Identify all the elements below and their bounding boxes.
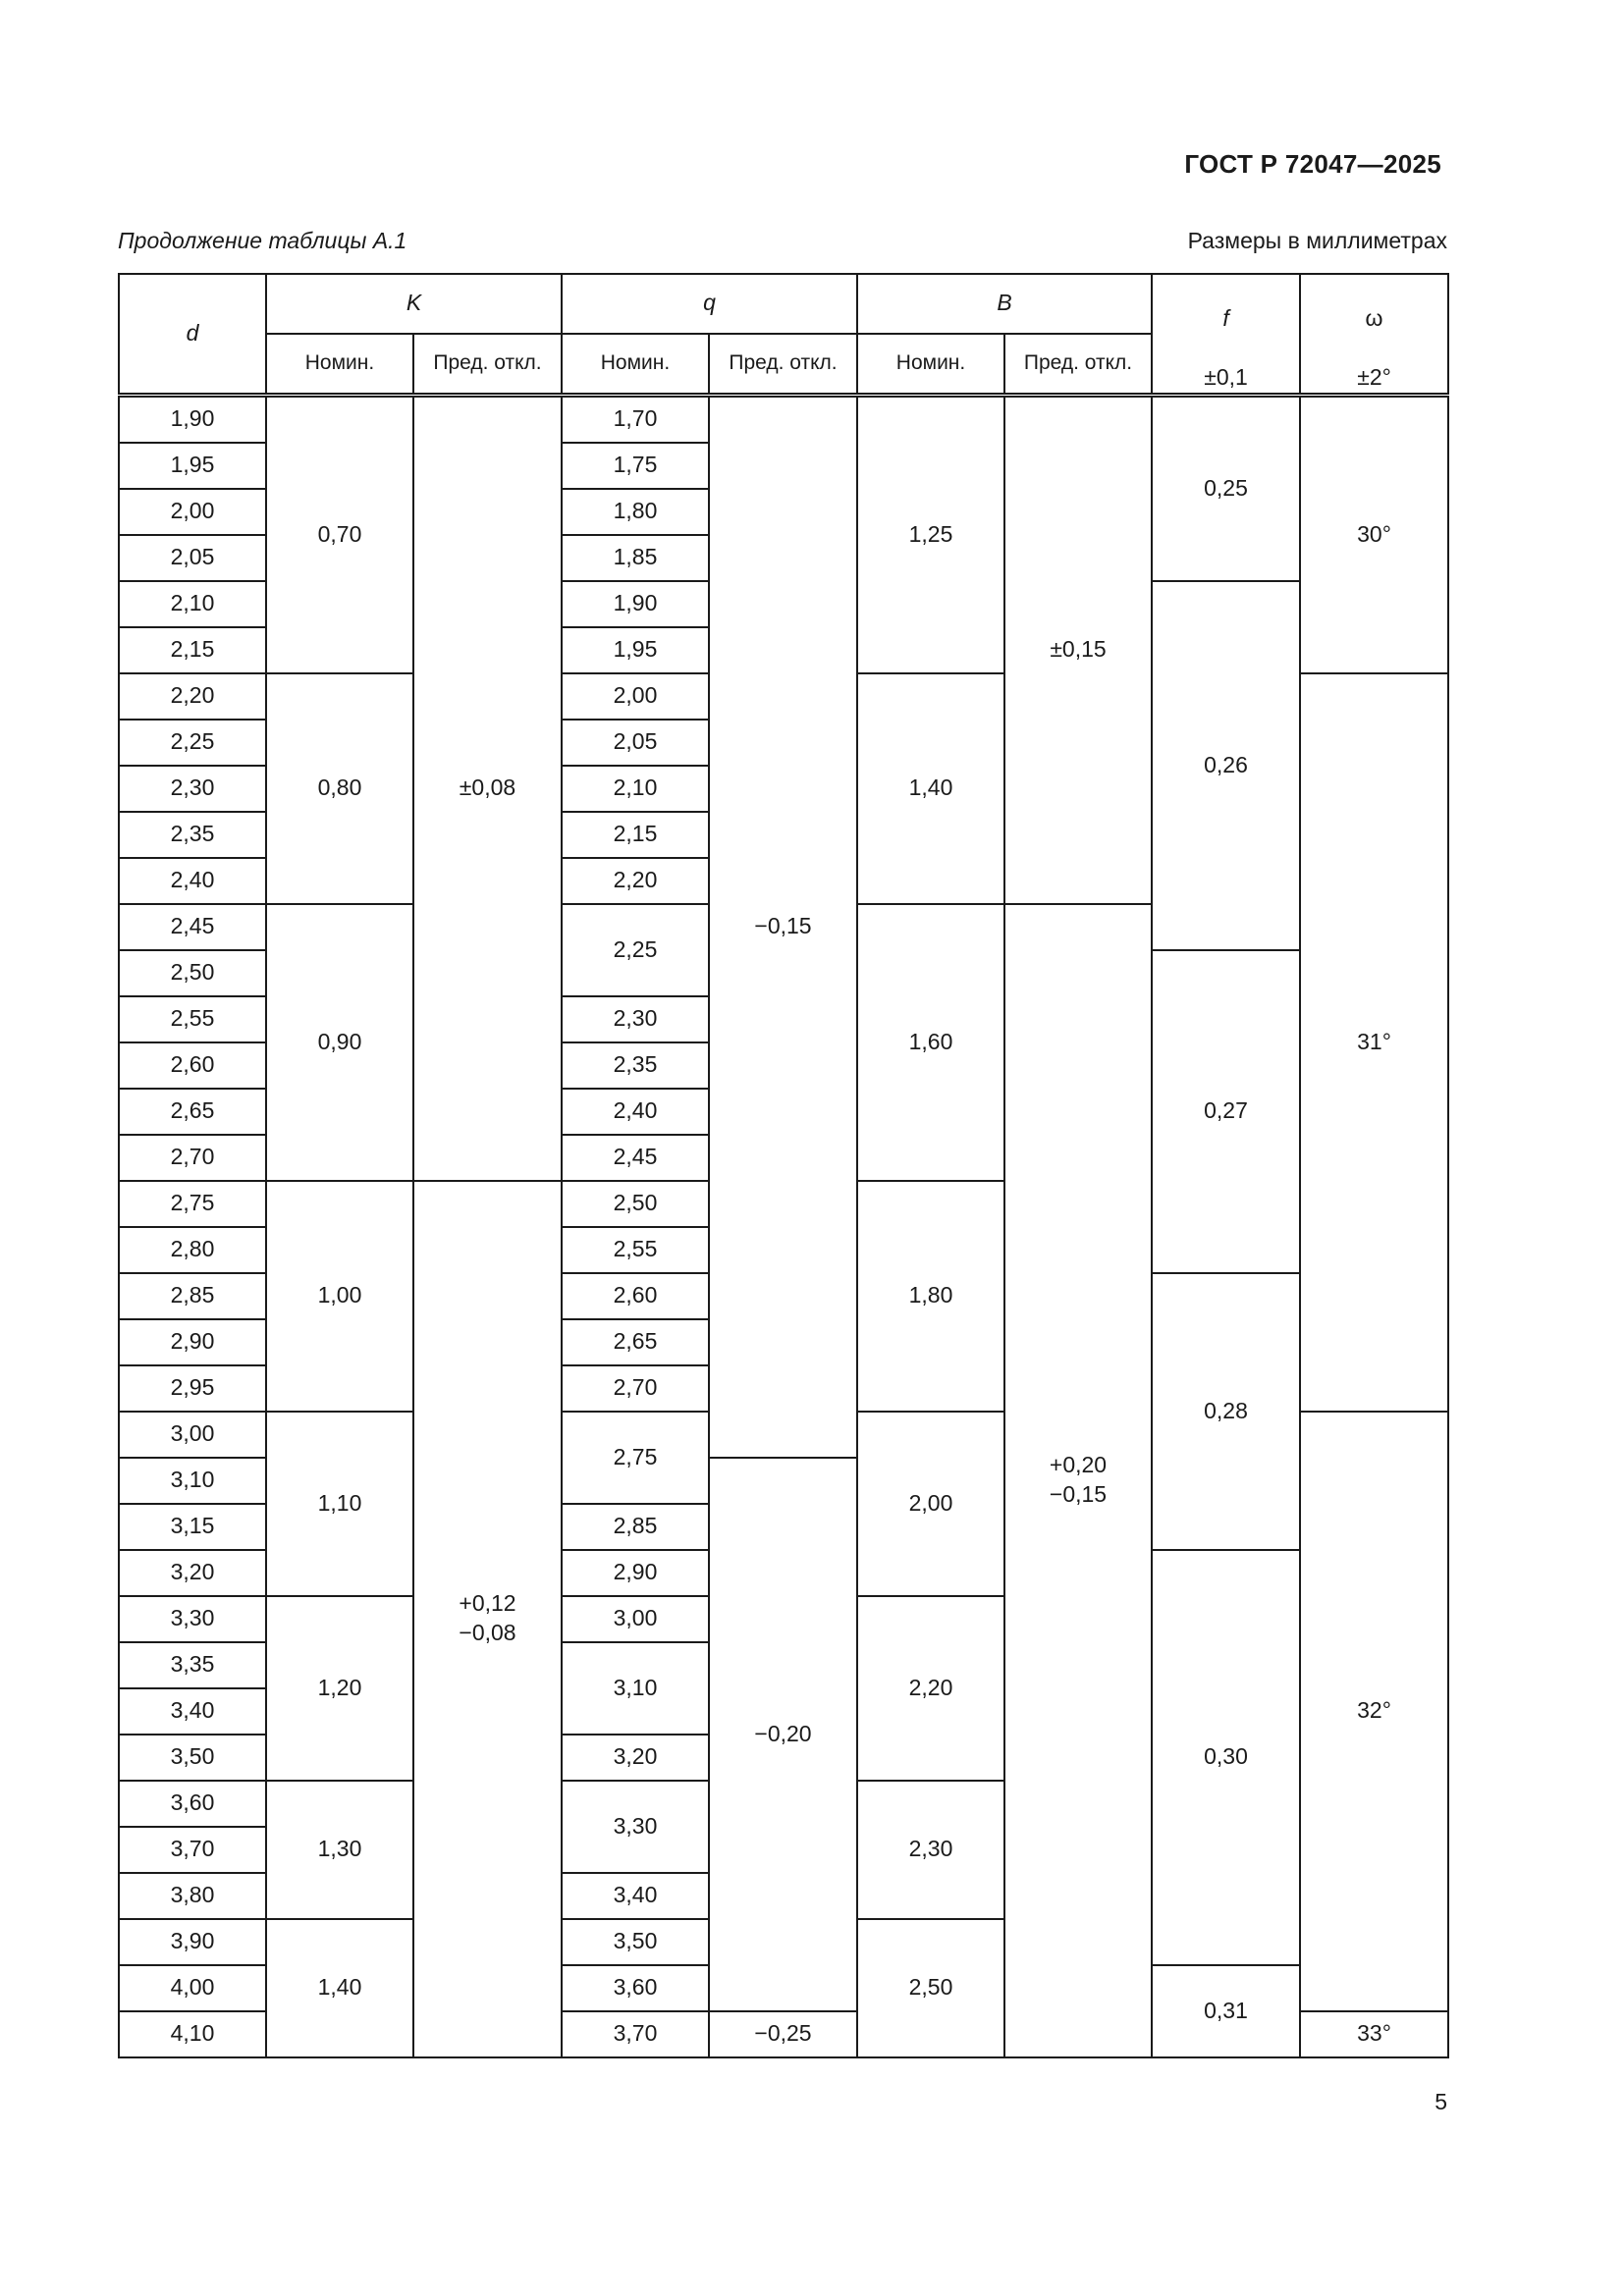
cell-d: 3,35: [119, 1642, 266, 1688]
cell-b-nom: 1,80: [857, 1181, 1004, 1412]
cell-omega: 32°: [1300, 1412, 1448, 2011]
units-caption: Размеры в миллиметрах: [1187, 228, 1447, 253]
cell-d: 3,10: [119, 1458, 266, 1504]
cell-q-nom: 3,30: [562, 1781, 709, 1873]
header-b-nom: Номин.: [857, 334, 1004, 395]
cell-q-nom: 3,40: [562, 1873, 709, 1919]
cell-d: 4,10: [119, 2011, 266, 2057]
cell-d: 2,95: [119, 1365, 266, 1412]
cell-d: 2,25: [119, 720, 266, 766]
cell-d: 3,20: [119, 1550, 266, 1596]
cell-k-dev: +0,12 −0,08: [413, 1181, 562, 2057]
cell-f: 0,31: [1152, 1965, 1300, 2057]
cell-b-nom: 2,30: [857, 1781, 1004, 1919]
header-k-nom: Номин.: [266, 334, 413, 395]
cell-q-nom: 2,15: [562, 812, 709, 858]
cell-omega: 33°: [1300, 2011, 1448, 2057]
cell-q-nom: 3,70: [562, 2011, 709, 2057]
header-k: K: [266, 274, 562, 334]
cell-d: 1,95: [119, 443, 266, 489]
cell-d: 2,20: [119, 673, 266, 720]
cell-d: 3,15: [119, 1504, 266, 1550]
cell-d: 4,00: [119, 1965, 266, 2011]
cell-k-nom: 0,80: [266, 673, 413, 904]
cell-d: 3,50: [119, 1735, 266, 1781]
cell-q-nom: 2,20: [562, 858, 709, 904]
cell-k-nom: 1,10: [266, 1412, 413, 1596]
cell-q-nom: 3,00: [562, 1596, 709, 1642]
header-d: d: [119, 274, 266, 395]
cell-d: 2,65: [119, 1089, 266, 1135]
document-code: ГОСТ Р 72047—2025: [1184, 149, 1441, 179]
cell-d: 2,35: [119, 812, 266, 858]
header-b: B: [857, 274, 1152, 334]
cell-d: 2,10: [119, 581, 266, 627]
cell-d: 2,55: [119, 996, 266, 1042]
header-q-nom: Номин.: [562, 334, 709, 395]
cell-q-nom: 2,75: [562, 1412, 709, 1504]
cell-d: 3,80: [119, 1873, 266, 1919]
header-omega-title: ω: [1365, 304, 1383, 331]
cell-q-nom: 2,55: [562, 1227, 709, 1273]
cell-k-nom: 0,90: [266, 904, 413, 1181]
page-number: 5: [1435, 2089, 1447, 2114]
cell-d: 2,70: [119, 1135, 266, 1181]
cell-q-nom: 2,25: [562, 904, 709, 996]
cell-d: 3,40: [119, 1688, 266, 1735]
cell-d: 2,90: [119, 1319, 266, 1365]
cell-k-nom: 1,40: [266, 1919, 413, 2057]
table-row: [119, 395, 1448, 443]
cell-k-nom: 1,30: [266, 1781, 413, 1919]
cell-q-nom: 3,50: [562, 1919, 709, 1965]
cell-d: 3,70: [119, 1827, 266, 1873]
cell-q-nom: 2,05: [562, 720, 709, 766]
cell-q-nom: 1,80: [562, 489, 709, 535]
cell-f: 0,25: [1152, 395, 1300, 581]
cell-q-nom: 2,85: [562, 1504, 709, 1550]
cell-b-nom: 1,60: [857, 904, 1004, 1181]
cell-q-nom: 1,75: [562, 443, 709, 489]
cell-d: 2,50: [119, 950, 266, 996]
cell-b-nom: 1,25: [857, 395, 1004, 673]
table-continuation-caption: Продолжение таблицы А.1: [118, 228, 407, 253]
cell-d: 2,30: [119, 766, 266, 812]
cell-q-nom: 1,85: [562, 535, 709, 581]
cell-q-nom: 3,60: [562, 1965, 709, 2011]
cell-omega: 31°: [1300, 673, 1448, 1412]
cell-b-nom: 2,00: [857, 1412, 1004, 1596]
dimensions-table: [118, 273, 1449, 2058]
cell-b-dev: +0,20 −0,15: [1004, 904, 1152, 2057]
cell-k-nom: 1,00: [266, 1181, 413, 1412]
cell-b-nom: 2,20: [857, 1596, 1004, 1781]
header-f: [1152, 274, 1300, 395]
cell-k-nom: 0,70: [266, 395, 413, 673]
cell-q-nom: 2,40: [562, 1089, 709, 1135]
cell-f: 0,27: [1152, 950, 1300, 1273]
cell-q-nom: 2,90: [562, 1550, 709, 1596]
cell-q-dev: −0,15: [709, 395, 857, 1458]
cell-q-nom: 1,90: [562, 581, 709, 627]
header-f-title: f: [1222, 304, 1229, 331]
cell-q-nom: 2,35: [562, 1042, 709, 1089]
cell-d: 2,60: [119, 1042, 266, 1089]
cell-q-nom: 2,30: [562, 996, 709, 1042]
header-b-dev: Пред. откл.: [1004, 334, 1152, 395]
cell-d: 3,00: [119, 1412, 266, 1458]
header-omega-tolerance: ±2°: [1357, 363, 1391, 390]
cell-q-nom: 3,10: [562, 1642, 709, 1735]
cell-d: 3,30: [119, 1596, 266, 1642]
cell-q-nom: 2,65: [562, 1319, 709, 1365]
cell-d: 2,40: [119, 858, 266, 904]
cell-q-nom: 1,95: [562, 627, 709, 673]
cell-d: 2,05: [119, 535, 266, 581]
cell-q-nom: 2,10: [562, 766, 709, 812]
cell-q-nom: 3,20: [562, 1735, 709, 1781]
cell-d: 2,45: [119, 904, 266, 950]
cell-q-nom: 2,60: [562, 1273, 709, 1319]
cell-d: 2,85: [119, 1273, 266, 1319]
cell-d: 3,60: [119, 1781, 266, 1827]
header-omega: [1300, 274, 1448, 395]
cell-d: 2,75: [119, 1181, 266, 1227]
cell-q-dev: −0,25: [709, 2011, 857, 2057]
header-q-dev: Пред. откл.: [709, 334, 857, 395]
cell-f: 0,26: [1152, 581, 1300, 950]
cell-k-dev: ±0,08: [413, 395, 562, 1181]
header-k-dev: Пред. откл.: [413, 334, 562, 395]
cell-f: 0,30: [1152, 1550, 1300, 1965]
cell-q-dev: −0,20: [709, 1458, 857, 2011]
cell-q-nom: 2,50: [562, 1181, 709, 1227]
cell-b-dev: ±0,15: [1004, 395, 1152, 904]
cell-q-nom: 2,45: [562, 1135, 709, 1181]
cell-k-nom: 1,20: [266, 1596, 413, 1781]
cell-d: 2,00: [119, 489, 266, 535]
header-q: q: [562, 274, 857, 334]
cell-b-nom: 2,50: [857, 1919, 1004, 2057]
cell-d: 3,90: [119, 1919, 266, 1965]
cell-d: 1,90: [119, 395, 266, 443]
cell-d: 2,15: [119, 627, 266, 673]
cell-omega: 30°: [1300, 395, 1448, 673]
cell-b-nom: 1,40: [857, 673, 1004, 904]
cell-q-nom: 2,70: [562, 1365, 709, 1412]
cell-q-nom: 2,00: [562, 673, 709, 720]
cell-f: 0,28: [1152, 1273, 1300, 1550]
cell-q-nom: 1,70: [562, 395, 709, 443]
header-f-tolerance: ±0,1: [1204, 363, 1248, 390]
cell-d: 2,80: [119, 1227, 266, 1273]
